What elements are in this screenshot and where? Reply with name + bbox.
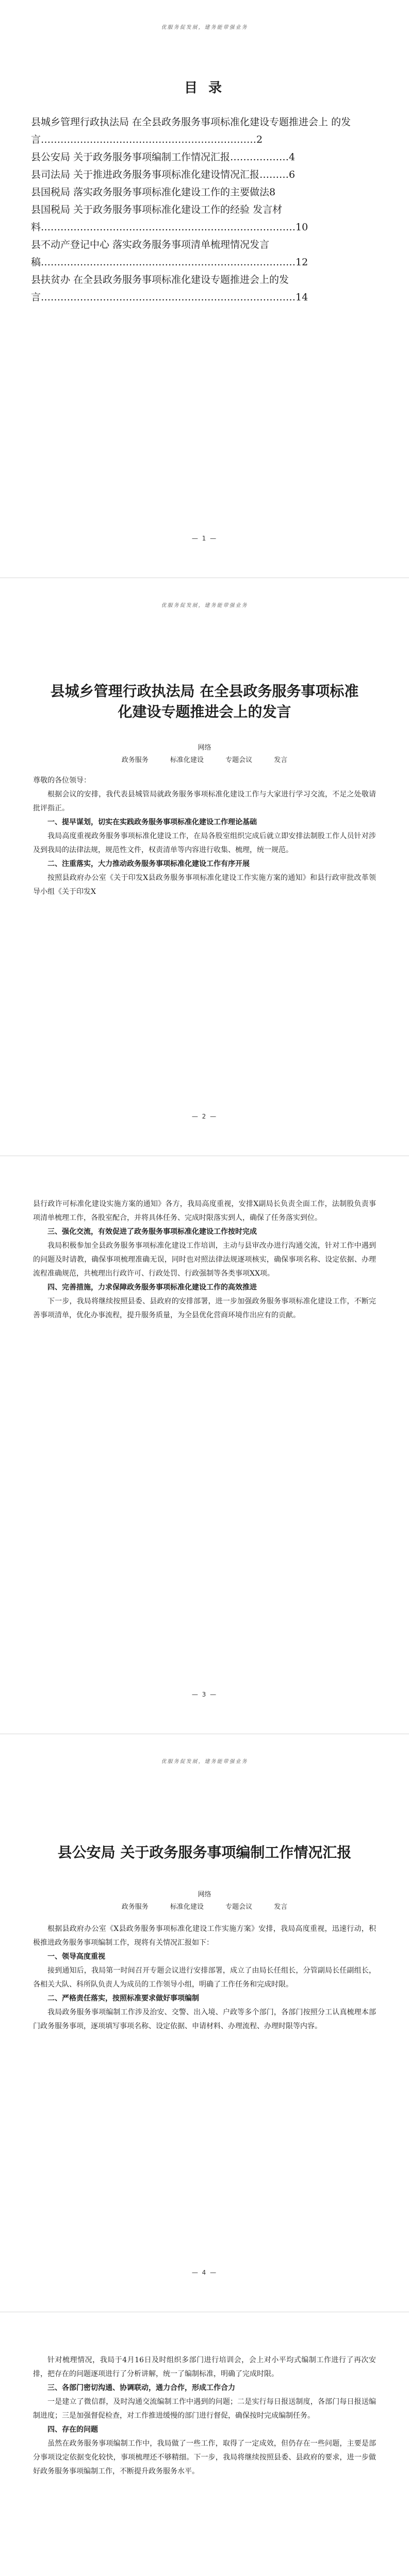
running-head: 优服务促发展，建务能带强业务 [161,1759,248,1765]
section-heading: 三、强化交流，有效促进了政务服务事项标准化建设工作按时完成 [47,1228,257,1236]
paragraph: 我局高度重视政务服务事项标准化建设工作，在局各股室组织完成后就立即安排法制股工作人员针对涉及到我局的法律法规，规范性文件，权责清单等内容进行收集、梳理，统一规范。 [33,832,376,854]
document-body [33,1197,376,1323]
page-number: — 2 — [191,1113,218,1120]
document-body [33,774,376,899]
section-heading: 三、各部门密切沟通、协调联动，通力合作，形成工作合力 [47,2384,235,2392]
paragraph: 按照县政府办公室《关于印发X县政务服务事项标准化建设工作实施方案的通知》和县行政审批改革领导小组《关于印发X [33,874,376,896]
page-number: — 4 — [191,2269,218,2276]
page-4 [0,1734,409,2312]
toc-entry[interactable]: 县城乡管理行政执法局 在全县政务服务事项标准化建设专题推进会上 的发言…………………………………………………………2 [31,116,351,145]
running-head: 优服务促发展，建务能带强业务 [161,603,248,608]
paragraph: 一是建立了微信群，及时沟通交流编制工作中遇到的问题；二是实行每日报送制度，各部门每日报送编制进度；三是加强督促检查，对工作推进缓慢的部门进行督促，确保按时完成编制任务。 [33,2398,376,2420]
salutation: 尊敬的各位领导： [33,776,91,785]
document-source: 网络 [198,744,211,752]
section-heading: 四、存在的问题 [47,2426,98,2434]
toc-entry[interactable]: 县扶贫办 在全县政务服务事项标准化建设专题推进会上的发言……………………………………………………………………14 [31,274,308,303]
toc-entry[interactable]: 县国税局 落实政务服务事项标准化建设工作的主要做法8 [31,187,276,198]
paragraph: 下一步，我局将继续按照县委、县政府的安排部署，进一步加强政务服务事项标准化建设工作，不断完善事项清单，优化办事流程，提升服务质量，为全县优化营商环境作出应有的贡献。 [33,1297,376,1319]
paragraph: 接到通知后，我局第一时间召开专题会议进行安排部署，成立了由局长任组长，分管副局长任副组长，各相关大队、科所队负责人为成员的工作领导小组，明确了工作任务和完成时限。 [33,1967,376,1989]
document-tags [0,1901,409,1911]
running-head: 优服务促发展，建务能带强业务 [161,25,248,30]
page-number: — 1 — [191,535,218,542]
tag: 标准化建设 [170,756,204,764]
page-number: — 3 — [191,1691,218,1698]
tag: 专题会议 [225,1903,253,1911]
tag: 发言 [274,1903,288,1911]
tag: 政务服务 [121,1903,149,1911]
page-5 [0,2312,409,2576]
document-tags [0,754,409,764]
paragraph: 根据县政府办公室《X县政务服务事项标准化建设工作实施方案》安排，我局高度重视，迅速行动，积极推进政务服务事项编制工作，现将有关情况汇报如下： [33,1925,376,1947]
page-toc [0,0,409,578]
section-heading: 一、领导高度重视 [47,1953,105,1961]
paragraph: 针对梳理情况，我局于4月16日及时组织多部门进行培训会，会上对小平均式编制工作进行了再次安排，把存在的问题逐项进行了分析讲解，统一了编制标准，明确了完成时限。 [33,2356,376,2378]
section-heading: 二、注重落实，大力推动政务服务事项标准化建设工作有序开展 [47,860,250,868]
toc-title: 目 录 [184,80,225,96]
section-heading: 四、完善措施，力求保障政务服务事项标准化建设工作的高效推进 [47,1283,257,1292]
document-title: 县公安局 关于政务服务事项编制工作情况汇报 [57,1844,352,1861]
toc-list [31,113,378,306]
paragraph: 根据会议的安排，我代表县城管局就政务服务事项标准化建设工作与大家进行学习交流，不足之处敬请批评指正。 [33,790,376,812]
page-3 [0,1156,409,1734]
toc-entry[interactable]: 县国税局 关于政务服务事项标准化建设工作的经验 发言材料……………………………………………………………………10 [31,204,308,233]
toc-entry[interactable]: 县不动产登记中心 落实政务服务事项清单梳理情况发言稿……………………………………………………………………12 [31,239,308,268]
tag: 标准化建设 [170,1903,204,1911]
section-heading: 一、提早谋划，切实在实践政务服务事项标准化建设工作理论基础 [47,818,257,826]
toc-entry[interactable]: 县公安局 关于政务服务事项编制工作情况汇报………………4 [31,151,296,163]
paragraph: 县行政许可标准化建设实施方案的通知》各方，我局高度重视，安排X副局长负责全面工作，法制股负责事项清单梳理工作，各股室配合，并将具体任务、完成时限落实到人，确保了任务落实到位。 [33,1200,376,1222]
paragraph: 我局政务服务事项编制工作涉及治安、交警、出入境、户政等多个部门，各部门按照分工认真梳理本部门政务服务事项，逐项填写事项名称、设定依据、申请材料、办理流程、办理时限等内容。 [33,2008,376,2030]
tag: 专题会议 [225,756,253,764]
page-2 [0,578,409,1156]
paragraph: 虽然在政务服务事项编制工作中，我局做了一些工作，取得了一定成效，但仍存在一些问题，主要是部分事项设定依据变化较快，事项梳理还不够精细。下一步，我局将继续按照县委、县政府的要求，进一步做好政务服务事项编制工作，不断提升政务服务水平。 [33,2439,376,2476]
tag: 政务服务 [121,756,149,764]
document-title: 县城乡管理行政执法局 在全县政务服务事项标准化建设专题推进会上的发言 [50,683,359,720]
document-body [33,2353,376,2479]
section-heading: 二、严格责任落实，按照标准要求做好事项编制 [47,1994,199,2003]
document-source: 网络 [198,1891,211,1899]
paragraph: 我局积极参加全县政务服务事项标准化建设工作培训，主动与县审改办进行沟通交流，针对工作中遇到的问题及时请教，确保事项梳理准确无误，同时也对照法律法规逐项核实，确保事项名称、设定依据、办理流程准确规范，共梳理出行政许可、行政处罚、行政强制等各类事项XX项。 [33,1242,376,1278]
tag: 发言 [274,756,288,764]
toc-entry[interactable]: 县司法局 关于推进政务服务事项标准化建设情况汇报………6 [31,169,296,180]
document-body [33,1922,376,2033]
